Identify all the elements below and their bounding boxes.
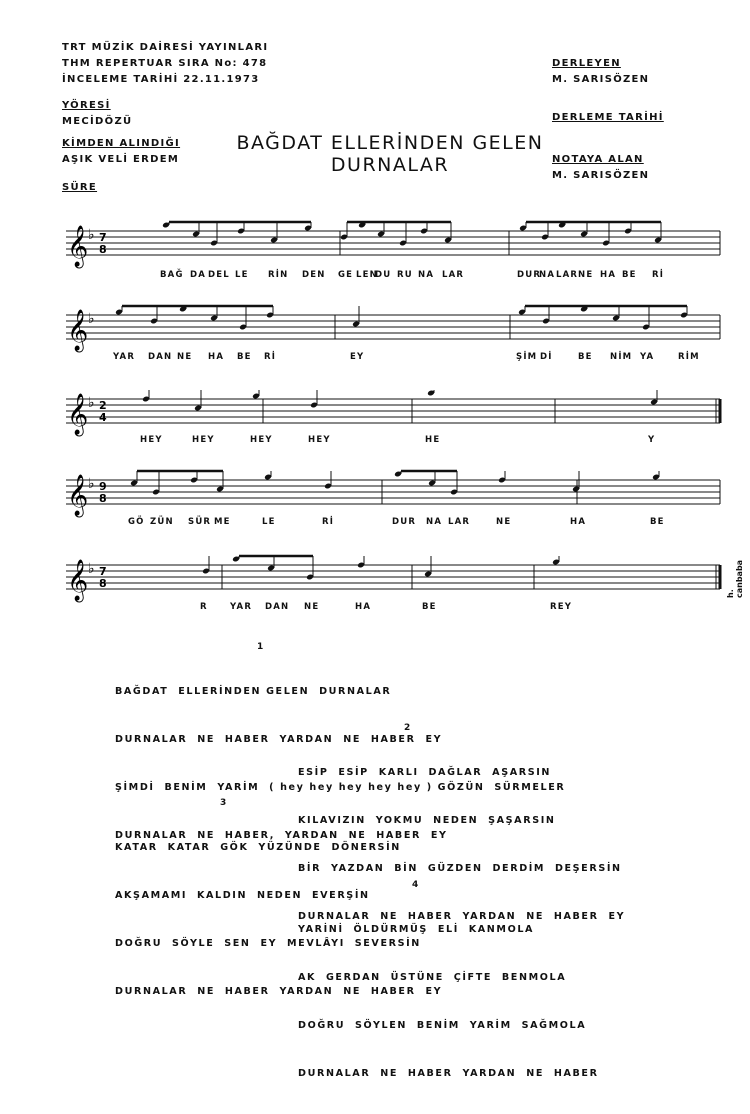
lyric-syllable: LE	[235, 270, 249, 280]
lyric-syllable: YAR	[113, 352, 136, 362]
lyric-syllable: BE	[237, 352, 252, 362]
time-signature-num: 2	[99, 399, 107, 412]
lyric-syllable: Dİ	[540, 352, 553, 362]
lyric-syllable: DUR	[517, 270, 542, 280]
review-date: İNCELEME TARİHİ 22.11.1973	[62, 74, 260, 85]
lyric-syllable: LAR	[556, 270, 579, 280]
source-value: AŞIK VELİ ERDEM	[62, 154, 180, 165]
time-signature-num: 7	[99, 231, 107, 244]
lyric-syllable: NA	[426, 517, 443, 527]
publication-info	[62, 40, 268, 88]
lyric-syllable: HEY	[140, 435, 163, 445]
verse-number: 4	[412, 880, 419, 890]
flat-icon: ♭	[88, 561, 95, 577]
lyric-syllable: Y	[648, 435, 656, 445]
verse-number: 2	[404, 723, 411, 733]
time-signature-den: 8	[99, 577, 107, 590]
lyric-syllable: HEY	[250, 435, 273, 445]
lyric-syllable: EY	[350, 352, 365, 362]
lyric-syllable: ŞİM	[516, 352, 538, 362]
verse-line: DOĞRU SÖYLE SEN EY MEVLÂYI SEVERSİN	[115, 938, 421, 949]
region-value: MECİDÖZÜ	[62, 116, 133, 127]
lyric-syllable: HA	[570, 517, 587, 527]
lyric-syllable: GÖ	[128, 517, 145, 527]
lyric-syllable: HEY	[308, 435, 331, 445]
lyric-syllable: LAR	[442, 270, 465, 280]
song-title	[225, 132, 555, 176]
lyric-syllable: DU	[375, 270, 392, 280]
lyric-syllable: NA	[418, 270, 435, 280]
time-signature-num: 7	[99, 565, 107, 578]
lyric-syllable: DA	[190, 270, 207, 280]
lyric-syllable: LAR	[448, 517, 471, 527]
lyric-syllable: DEL	[208, 270, 230, 280]
verse-line: AK GERDAN ÜSTÜNE ÇİFTE BENMOLA	[298, 972, 567, 983]
lyric-syllable: LEN	[356, 270, 378, 280]
source-label: KİMDEN ALINDIĞI	[62, 138, 181, 149]
verse-line: DURNALAR NE HABER YARDAN NE HABER EY	[115, 734, 443, 745]
verse-line: KILAVIZIN YOKMU NEDEN ŞAŞARSIN	[298, 815, 556, 826]
lyric-syllable: BE	[650, 517, 665, 527]
compiler-label: DERLEYEN	[552, 58, 621, 69]
time-signature-den: 8	[99, 243, 107, 256]
flat-icon: ♭	[88, 476, 95, 492]
lyric-syllable: NE	[177, 352, 193, 362]
verse-line: BAĞDAT ELLERİNDEN GELEN DURNALAR	[115, 686, 392, 697]
lyric-syllable: RİN	[268, 270, 289, 280]
verse-line: DURNALAR NE HABER YARDAN NE HABER	[298, 1068, 599, 1079]
treble-clef-icon: 𝄞	[67, 560, 89, 601]
time-signature-den: 4	[99, 411, 107, 424]
lyric-syllable: Rİ	[322, 517, 335, 527]
compiler-block	[552, 56, 649, 88]
lyric-syllable: BAĞ	[160, 270, 184, 280]
lyric-syllable: DUR	[392, 517, 417, 527]
lyric-syllable: Rİ	[652, 270, 665, 280]
lyric-syllable: HA	[600, 270, 617, 280]
lyric-syllable: BE	[422, 602, 437, 612]
title-line-1: BAĞDAT ELLERİNDEN GELEN	[236, 132, 544, 154]
lyric-syllable: HE	[425, 435, 441, 445]
verse-line: DURNALAR NE HABER, YARDAN NE HABER EY	[115, 830, 448, 841]
repertoire-number: THM REPERTUAR SIRA No: 478	[62, 58, 268, 69]
lyric-syllable: HA	[355, 602, 372, 612]
verse-line: KATAR KATAR GÖK YÜZÜNDE DÖNERSİN	[115, 842, 401, 853]
lyric-syllable: REY	[550, 602, 573, 612]
lyric-syllable: NE	[304, 602, 320, 612]
verse-line: ESİP ESİP KARLI DAĞLAR AŞARSIN	[298, 767, 552, 778]
lyric-syllable: NA	[539, 270, 556, 280]
lyric-syllable: HEY	[192, 435, 215, 445]
staff-1	[0, 216, 750, 266]
verse-line: ŞİMDİ BENİM YARİM ( hey hey hey hey hey ) GÖZÜN SÜRMELER	[115, 782, 566, 793]
verse-line: AKŞAMAMI KALDIN NEDEN EVERŞİN	[115, 890, 370, 901]
publisher-line: TRT MÜZİK DAİRESİ YAYINLARI	[62, 42, 269, 53]
flat-icon: ♭	[88, 395, 95, 411]
time-signature-num: 9	[99, 480, 107, 493]
treble-clef-icon: 𝄞	[67, 475, 89, 516]
verse-line: DURNALAR NE HABER YARDAN NE HABER EY	[298, 911, 626, 922]
lyric-syllable: DAN	[148, 352, 173, 362]
lyric-syllable: LE	[262, 517, 276, 527]
notation-value: M. SARISÖZEN	[552, 170, 650, 181]
verse-number: 3	[220, 798, 227, 808]
source-block	[62, 136, 180, 168]
verse-line: BİR YAZDAN BİN GÜZDEN DERDİM DEŞERSİN	[298, 863, 622, 874]
lyric-syllable: RU	[397, 270, 413, 280]
verse-line: YARİNİ ÖLDÜRMÜŞ ELİ KANMOLA	[298, 924, 535, 935]
lyric-syllable: DEN	[302, 270, 326, 280]
lyric-syllable: NE	[578, 270, 594, 280]
lyric-syllable: YA	[640, 352, 655, 362]
duration-label: SÜRE	[62, 182, 98, 193]
lyric-syllable: Rİ	[264, 352, 277, 362]
title-line-2: DURNALAR	[330, 154, 450, 176]
staff-3	[0, 384, 750, 434]
treble-clef-icon: 𝄞	[67, 310, 89, 351]
compiler-value: M. SARISÖZEN	[552, 74, 650, 85]
lyric-syllable: RİM	[678, 352, 700, 362]
lyric-syllable: BE	[622, 270, 637, 280]
staff-4	[0, 465, 750, 515]
lyric-syllable: ME	[214, 517, 231, 527]
lyric-syllable: SÜR	[188, 517, 212, 527]
lyric-syllable: NE	[496, 517, 512, 527]
lyric-syllable: GE	[338, 270, 354, 280]
treble-clef-icon: 𝄞	[67, 226, 89, 267]
staff-5	[0, 550, 750, 600]
flat-icon: ♭	[88, 311, 95, 327]
region-label: YÖRESİ	[62, 100, 111, 111]
verse-number: 1	[257, 642, 264, 652]
verse-line: DOĞRU SÖYLEN BENİM YARİM SAĞMOLA	[298, 1020, 587, 1031]
lyric-syllable: R	[200, 602, 208, 612]
flat-icon: ♭	[88, 227, 95, 243]
time-signature-den: 8	[99, 492, 107, 505]
notation-block	[552, 152, 649, 184]
lyric-syllable: YAR	[230, 602, 253, 612]
region-block	[62, 98, 132, 130]
lyric-syllable: BE	[578, 352, 593, 362]
verse-line: DURNALAR NE HABER YARDAN NE HABER EY	[115, 986, 443, 997]
notation-label: NOTAYA ALAN	[552, 154, 644, 165]
staff-2	[0, 300, 750, 350]
lyric-syllable: HA	[208, 352, 225, 362]
compile-date-label: DERLEME TARİHİ	[552, 112, 664, 123]
lyric-syllable: DAN	[265, 602, 290, 612]
treble-clef-icon: 𝄞	[67, 394, 89, 435]
lyric-syllable: NİM	[610, 352, 633, 362]
lyric-syllable: ZÜN	[150, 517, 174, 527]
engraver-credit: h. canbaba	[726, 559, 744, 598]
verse-4	[298, 880, 599, 1114]
